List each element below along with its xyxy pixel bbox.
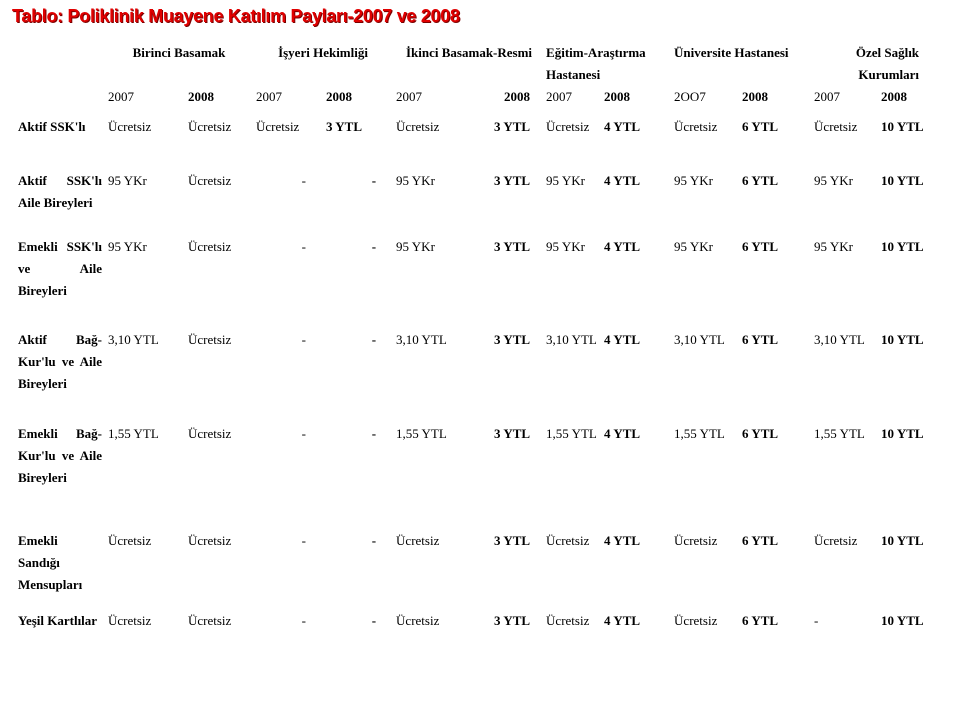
table-row bbox=[12, 610, 927, 672]
table-cell: - bbox=[371, 613, 377, 628]
table-row bbox=[12, 329, 927, 423]
table-cell: Ücretsiz bbox=[188, 239, 232, 254]
year-corner-cell bbox=[12, 86, 102, 116]
year-header-row bbox=[12, 86, 927, 116]
year-header: 2007 bbox=[108, 89, 134, 104]
table-cell: Ücretsiz bbox=[188, 173, 232, 188]
table-cell: Ücretsiz bbox=[108, 613, 152, 628]
row-label: Emekli Sandığı Mensupları bbox=[18, 533, 83, 592]
table-cell: 6 YTL bbox=[742, 332, 779, 347]
table-cell: - bbox=[371, 533, 377, 548]
year-header: 2008 bbox=[881, 89, 908, 104]
table-cell: 3 YTL bbox=[494, 426, 531, 441]
table-cell: 1,55 YTL bbox=[396, 426, 447, 441]
table-cell: Ücretsiz bbox=[674, 533, 718, 548]
table-cell: 95 YKr bbox=[546, 173, 585, 188]
year-header: 2008 bbox=[188, 89, 214, 104]
table-body bbox=[12, 116, 927, 672]
table-cell: Ücretsiz bbox=[674, 613, 718, 628]
table-cell: 6 YTL bbox=[742, 533, 779, 548]
year-header: 2007 bbox=[546, 89, 573, 104]
table-cell: 6 YTL bbox=[742, 173, 779, 188]
table-cell: Ücretsiz bbox=[396, 533, 440, 548]
year-header: 2007 bbox=[256, 89, 283, 104]
group-header-birinci: Birinci Basamak bbox=[132, 45, 226, 60]
row-label: Emekli SSK'lı ve Aile Bireyleri bbox=[18, 239, 102, 298]
table-cell: - bbox=[301, 239, 307, 254]
table-cell: 95 YKr bbox=[546, 239, 585, 254]
table-cell: Ücretsiz bbox=[188, 613, 232, 628]
table-cell: Ücretsiz bbox=[814, 533, 858, 548]
table-cell: 3 YTL bbox=[494, 332, 531, 347]
table-row bbox=[12, 423, 927, 530]
table-cell: Ücretsiz bbox=[396, 119, 440, 134]
table-cell: 10 YTL bbox=[881, 613, 924, 628]
table-cell: 95 YKr bbox=[108, 173, 147, 188]
table-cell: 4 YTL bbox=[604, 533, 641, 548]
table-cell: - bbox=[301, 613, 307, 628]
table-cell: Ücretsiz bbox=[674, 119, 718, 134]
table-cell: Ücretsiz bbox=[546, 533, 590, 548]
table-cell: 10 YTL bbox=[881, 239, 924, 254]
table-cell: 3,10 YTL bbox=[108, 332, 159, 347]
table-cell: Ücretsiz bbox=[108, 533, 152, 548]
table-cell: - bbox=[371, 426, 377, 441]
table-row bbox=[12, 530, 927, 610]
table-cell: Ücretsiz bbox=[546, 613, 590, 628]
year-header: 2007 bbox=[396, 89, 423, 104]
year-header: 2008 bbox=[742, 89, 769, 104]
table-cell: 3 YTL bbox=[326, 119, 363, 134]
row-label: Aktif SSK'lı Aile Bireyleri bbox=[18, 173, 102, 210]
table-cell: 95 YKr bbox=[396, 173, 435, 188]
row-label: Aktif SSK'lı bbox=[18, 119, 86, 134]
table-cell: 4 YTL bbox=[604, 613, 641, 628]
table-cell: 4 YTL bbox=[604, 332, 641, 347]
table-cell: - bbox=[301, 173, 307, 188]
table-cell: 95 YKr bbox=[814, 173, 853, 188]
table-cell: - bbox=[301, 332, 307, 347]
year-header: 2OO7 bbox=[674, 89, 706, 104]
table-cell: Ücretsiz bbox=[188, 533, 232, 548]
table-cell: 4 YTL bbox=[604, 173, 641, 188]
table-cell: - bbox=[301, 533, 307, 548]
table-cell: - bbox=[814, 613, 819, 628]
table-cell: Ücretsiz bbox=[188, 426, 232, 441]
group-header-egitim: Eğitim-Araştırma Hastanesi bbox=[546, 45, 646, 82]
table-cell: Ücretsiz bbox=[546, 119, 590, 134]
group-header-row bbox=[12, 42, 927, 86]
table-cell: 95 YKr bbox=[108, 239, 147, 254]
table-cell: - bbox=[371, 173, 377, 188]
table-cell: 10 YTL bbox=[881, 533, 924, 548]
year-header: 2007 bbox=[814, 89, 841, 104]
table-cell: 3,10 YTL bbox=[814, 332, 865, 347]
table-cell: 10 YTL bbox=[881, 173, 924, 188]
table-cell: - bbox=[301, 426, 307, 441]
row-label: Yeşil Kartlılar bbox=[18, 613, 98, 628]
table-cell: 95 YKr bbox=[814, 239, 853, 254]
table-cell: Ücretsiz bbox=[188, 119, 232, 134]
table-cell: 3,10 YTL bbox=[396, 332, 447, 347]
table-cell: 10 YTL bbox=[881, 119, 924, 134]
table-cell: 3,10 YTL bbox=[674, 332, 725, 347]
table-cell: 3 YTL bbox=[494, 239, 531, 254]
table-cell: 6 YTL bbox=[742, 119, 779, 134]
table-cell: 10 YTL bbox=[881, 426, 924, 441]
table-cell: Ücretsiz bbox=[396, 613, 440, 628]
participation-fee-table bbox=[12, 42, 927, 672]
table-cell: 3 YTL bbox=[494, 119, 531, 134]
table-cell: 95 YKr bbox=[674, 239, 713, 254]
table-row bbox=[12, 236, 927, 329]
table-cell: 1,55 YTL bbox=[674, 426, 725, 441]
group-header-isyeri: İşyeri Hekimliği bbox=[278, 45, 368, 60]
group-header-ozel: Özel Sağlık Kurumları bbox=[855, 45, 920, 82]
year-header: 2008 bbox=[504, 89, 531, 104]
table-cell: 4 YTL bbox=[604, 239, 641, 254]
table-cell: Ücretsiz bbox=[108, 119, 152, 134]
table-cell: 4 YTL bbox=[604, 119, 641, 134]
table-cell: 6 YTL bbox=[742, 239, 779, 254]
table-cell: - bbox=[371, 239, 377, 254]
table-cell: 3 YTL bbox=[494, 613, 531, 628]
table-cell: 6 YTL bbox=[742, 613, 779, 628]
corner-cell bbox=[12, 42, 102, 86]
group-header-ikinci: İkinci Basamak-Resmi bbox=[406, 45, 533, 60]
table-cell: 95 YKr bbox=[396, 239, 435, 254]
table-row bbox=[12, 170, 927, 236]
table-cell: 3 YTL bbox=[494, 533, 531, 548]
table-cell: 1,55 YTL bbox=[546, 426, 597, 441]
table-cell: Ücretsiz bbox=[256, 119, 300, 134]
table-cell: 6 YTL bbox=[742, 426, 779, 441]
table-cell: 95 YKr bbox=[674, 173, 713, 188]
row-label: Emekli Bağ-Kur'lu ve Aile Bireyleri bbox=[18, 426, 102, 485]
table-cell: - bbox=[371, 332, 377, 347]
page-title: Tablo: Poliklinik Muayene Katılım Payları-2007 ve 2008 bbox=[12, 6, 460, 26]
table-cell: Ücretsiz bbox=[814, 119, 858, 134]
table-cell: Ücretsiz bbox=[188, 332, 232, 347]
year-header: 2008 bbox=[604, 89, 631, 104]
table-cell: 3 YTL bbox=[494, 173, 531, 188]
table-cell: 4 YTL bbox=[604, 426, 641, 441]
table-cell: 1,55 YTL bbox=[814, 426, 865, 441]
group-header-universite: Üniversite Hastanesi bbox=[674, 45, 789, 60]
table-row bbox=[12, 116, 927, 170]
year-header: 2008 bbox=[326, 89, 353, 104]
table-cell: 3,10 YTL bbox=[546, 332, 597, 347]
table-cell: 1,55 YTL bbox=[108, 426, 159, 441]
table-cell: 10 YTL bbox=[881, 332, 924, 347]
row-label: Aktif Bağ-Kur'lu ve Aile Bireyleri bbox=[18, 332, 102, 391]
